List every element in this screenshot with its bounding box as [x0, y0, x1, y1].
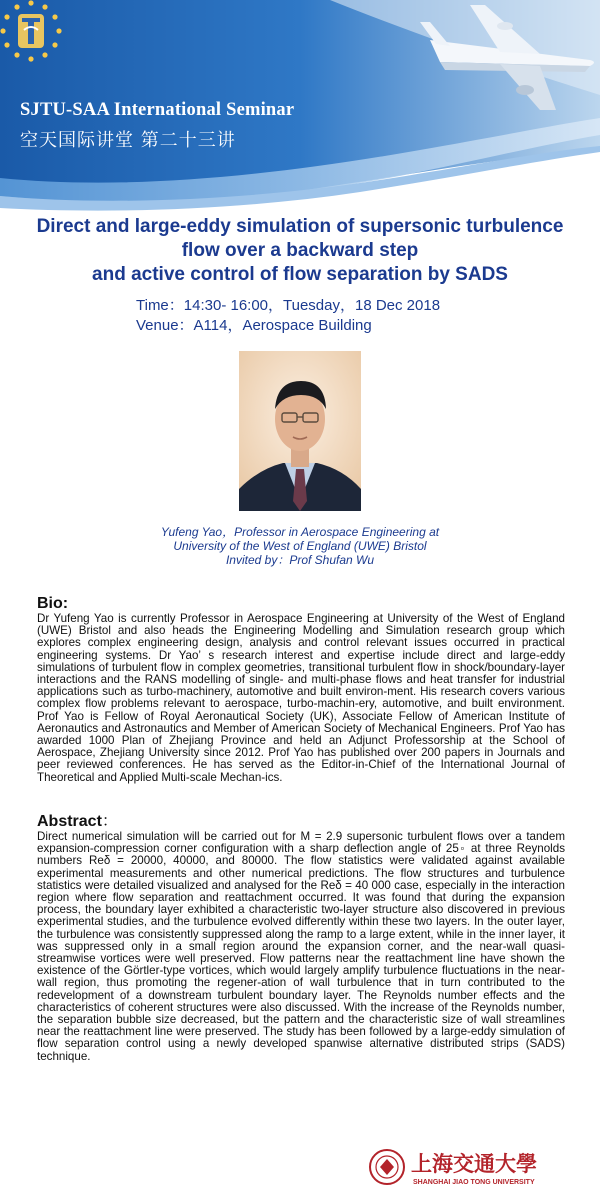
speaker-invited-by: Invited by：Prof Shufan Wu — [225, 553, 375, 567]
talk-meta — [136, 296, 440, 336]
abstract-heading-row — [37, 814, 565, 830]
abstract-heading-colon: ： — [101, 813, 118, 830]
speaker-name-title: Yufeng Yao，Professor in Aerospace Engineering at — [160, 525, 440, 539]
bio-text: Dr Yufeng Yao is currently Professor in Aerospace Engineering at University of the West of England (UWE) Bristol and also heads the Engineering Modelling and Simulation research group which explores complex engineering design, analysis and control relevant issues occurred in practical engineering systems. Dr Yao’ s research interest and expertise include direct and large-eddy simulations of turbulent flow in complex geometries, transitional turbulent flow in shock/boundary-layer interactions and the RANS modelling of single- and multi-phase flows and heat transfer for industrial applications such as turbo-machinery, automotive and built environ-ment. His research covers various complex flow problems relevant to aerospace, turbo-machin-ery, automotive, and built environment. Prof Yao is Fellow of Royal Aeronautical Society (UK), Associate Fellow of American Institute of Aeronautics and Astronautics and Member of American Society of Mechanical Engineers. Prof Yao has awarded 1000 Plan of Zhejiang Province and held an Adjunct Professorship at the School of Aerospace, Zhejiang University since 2012. Prof Yao has published over 200 papers in Journals and peer reviewed conferences. He has served as the Editor-in-Chief of the International Journal of Theoretical and Applied Multi-scale Mechan-ics. — [37, 612, 565, 784]
talk-venue: Venue：A114，Aerospace Building — [136, 317, 372, 334]
talk-title-line: and active control of flow separation by SADS — [92, 264, 508, 285]
university-logo — [367, 1147, 582, 1187]
seminar-series-subtitle: 空天国际讲堂 第二十三讲 — [20, 130, 236, 151]
university-name-en: SHANGHAI JIAO TONG UNIVERSITY — [413, 1179, 535, 1186]
abstract-heading: Abstract — [37, 813, 102, 830]
bio-heading: Bio: — [37, 595, 69, 612]
bio-section — [37, 596, 565, 784]
talk-time: Time：14:30- 16:00，Tuesday，18 Dec 2018 — [136, 297, 441, 314]
speaker-photo — [239, 351, 361, 511]
speaker-caption — [100, 525, 500, 567]
speaker-affiliation: University of the West of England (UWE) Bristol — [173, 539, 427, 553]
university-name-cn: 上海交通大學 — [411, 1151, 537, 1176]
talk-title-line: flow over a backward step — [181, 240, 419, 261]
abstract-text: Direct numerical simulation will be carried out for M = 2.9 supersonic turbulent flows over a tandem expansion-compression corner configuration with a sharp deflection angle of 25◦ at three Reynolds numbers Reδ = 20000, 40000, and 80000. The flow statistics were validated against available experimental measurements and other numerical predictions. The flow structures and turbulence statistics were detailed visualized and analysed for the Reδ = 40 000 case, especially in the interaction region where flow separation and reattachment occurred. It was found that during the expansion process, the boundary layer exhibited a characteristic two-layer structure also discovered in previous experimental studies, and the turbulence evolved differently within these two layers. In the outer layer, the turbulence was consistently suppressed along the ramp to a large extent, while in the inner layer, it was suppressed only in a small region around the expansion corner, and the near-wall quasi-streamwise vortices were well preserved. Flow patterns near the reattachment line have shown the existence of the Görtler-type vortices, which would largely amplify turbulence fluctuations in the near-wall region, thus promoting the regener-ation of wall turbulence that in turn contributed to the redevelopment of a downstream turbulent boundary layer. The Reynolds number effects and the characteristics of coherent structures were also discussed. With the increase of the Reynolds number, the separation bubble size decreased, but the pattern and the characteristic size of wall streamlines near the reattachment line were preserved. The study has been followed by a large-eddy simulation of flow separation control using a newly developed spanwise alternative distributed strips (SADS) technique. — [37, 830, 565, 1063]
seminar-logo — [0, 0, 62, 62]
abstract-section — [37, 814, 565, 1063]
talk-title-line: Direct and large-eddy simulation of supersonic turbulence — [36, 216, 564, 237]
header-banner — [0, 0, 600, 215]
seminar-series-title: SJTU-SAA International Seminar — [20, 100, 295, 120]
talk-title — [20, 215, 580, 287]
